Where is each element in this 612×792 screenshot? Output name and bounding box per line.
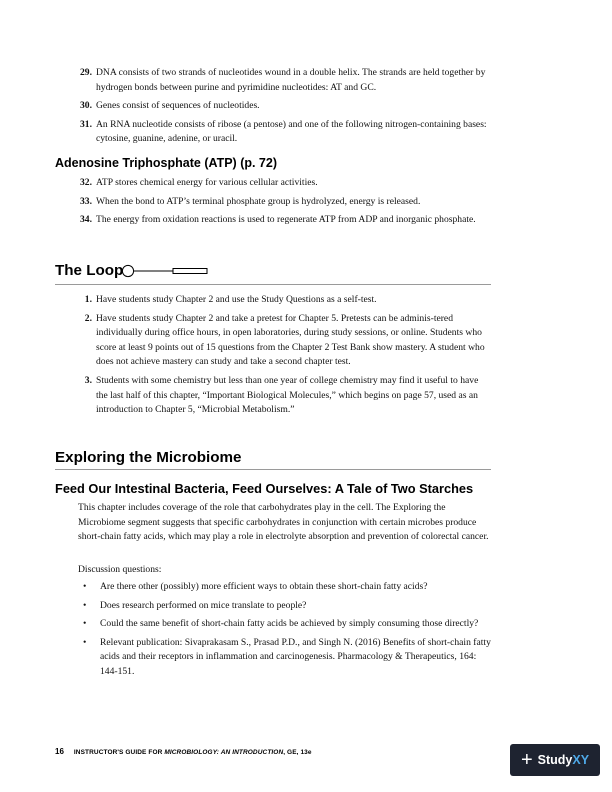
discussion-label: Discussion questions:	[78, 564, 162, 575]
list-item: 31. An RNA nucleotide consists of ribose (a pentose) and one of the following nitrogen-containing bases: cytosine, guanine, adenine, or uracil.	[80, 118, 487, 145]
discussion-questions	[78, 580, 494, 684]
studyxy-badge[interactable]	[510, 744, 600, 776]
list-item: • Relevant publication: Sivaprakasam S., Prasad P.D., and Singh N. (2016) Benefits of short-chain fatty acids and their receptors in inflammation and carcinogenesis. Pharmacology & Therapeutics, 164: 144-151.	[83, 636, 491, 677]
list-item: 2. Have students study Chapter 2 and take a pretest for Chapter 5. Pretests can be adminis-tered individually during office hours, in open laboratories, during study sessions, or online. Students who score at least 9 points out of 15 questions from the Chapter 2 Test Bank show mastery. A student who does not achieve mastery can study and take a second chapter test.	[84, 312, 485, 368]
brand-name: Study	[537, 753, 573, 767]
atp-heading: Adenosine Triphosphate (ATP) (p. 72)	[55, 156, 278, 170]
list-item: 33. When the bond to ATP’s terminal phosphate group is hydrolyzed, energy is released.	[80, 195, 421, 207]
list-item: 32. ATP stores chemical energy for various cellular activities.	[80, 177, 318, 188]
page-number: 16	[55, 747, 64, 756]
plus-icon: +	[520, 749, 533, 771]
dna-rna-list	[72, 66, 492, 151]
list-item: 34. The energy from oxidation reactions is used to regenerate ATP from ADP and inorganic phosphate.	[80, 214, 476, 226]
atp-list	[72, 176, 492, 232]
list-item: • Are there other (possibly) more efficient ways to obtain these short-chain fatty acids?	[78, 580, 494, 595]
list-item: 1. Have students study Chapter 2 and use the Study Questions as a self-test.	[84, 294, 377, 305]
microbiome-subheading: Feed Our Intestinal Bacteria, Feed Ourselves: A Tale of Two Starches	[55, 481, 474, 496]
list-item: 29. DNA consists of two strands of nucleotides wound in a double helix. The strands are held together by hydrogen bonds between purine and pyrimidine nucleotides: AT and GC.	[80, 67, 486, 93]
loop-rule	[55, 284, 491, 285]
bullet-icon: •	[83, 618, 87, 630]
microbiome-rule	[55, 469, 491, 470]
bullet-icon: •	[83, 581, 87, 592]
running-title: INSTRUCTOR'S GUIDE FOR MICROBIOLOGY: AN INTRODUCTION, GE, 13e	[73, 749, 312, 756]
bullet-icon: •	[83, 636, 87, 648]
loop-icon	[121, 264, 211, 278]
bullet-icon: •	[83, 599, 87, 611]
microbiome-intro: This chapter includes coverage of the role that carbohydrates play in the cell. The Exploring the Microbiome segment suggests that specific carbohydrates in conjunction with certain microbes produce short-chain fatty acids, which may play a role in electrolyte absorption and prevention of colorectal cancer.	[78, 502, 489, 543]
list-item: 30. Genes consist of sequences of nucleotides.	[80, 100, 260, 112]
brand-suffix: XY	[572, 753, 590, 767]
microbiome-heading: Exploring the Microbiome	[55, 449, 242, 466]
list-item: • Does research performed on mice translate to people?	[78, 599, 494, 614]
list-item: • Could the same benefit of short-chain fatty acids be achieved by simply consuming those directly?	[78, 617, 494, 632]
loop-list	[72, 293, 492, 422]
loop-heading: The Loop	[55, 262, 124, 279]
page-footer	[55, 747, 312, 756]
list-item: 3. Students with some chemistry but less than one year of college chemistry may find it useful to have the last half of this chapter, “Important Biological Molecules,” which begins on page 57, used as an introduction to Chapter 5, “Microbial Metabolism.”	[84, 374, 479, 416]
